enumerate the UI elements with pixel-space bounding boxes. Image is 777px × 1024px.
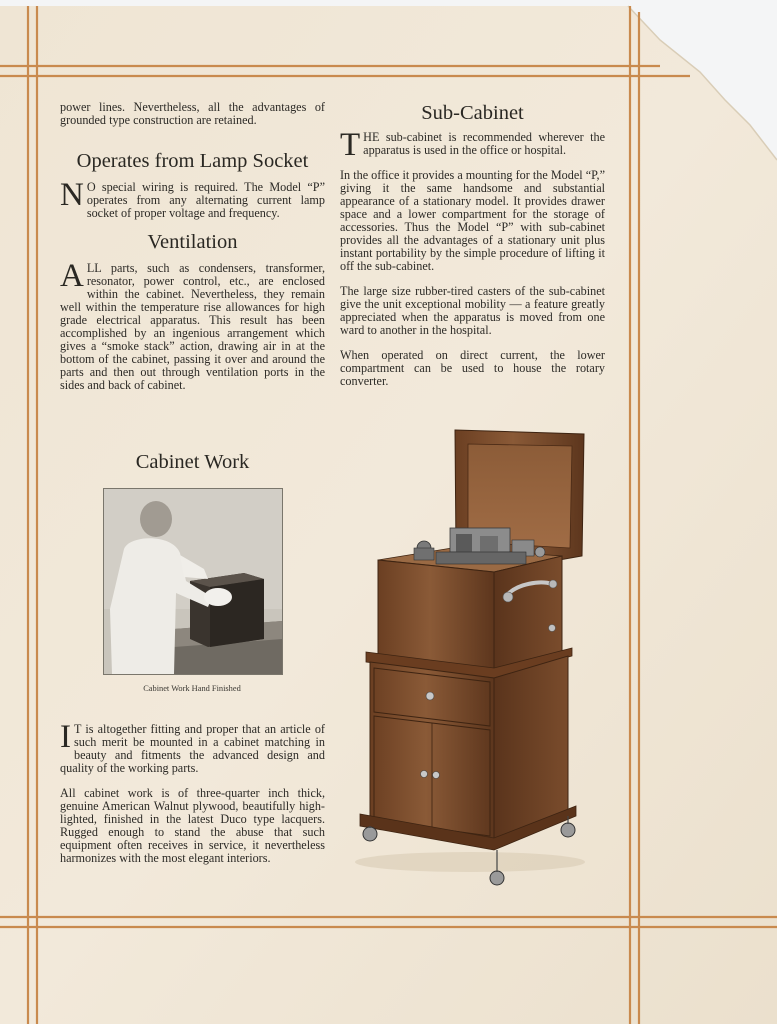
lamp-socket-heading: Operates from Lamp Socket bbox=[76, 150, 309, 172]
cabinet-work-heading-block bbox=[60, 450, 325, 474]
dropcap-t: T bbox=[340, 127, 361, 163]
sub-cabinet-paragraph-4: When operated on direct current, the lower compartment can be used to house the rotary converter. bbox=[340, 348, 605, 388]
sub-cabinet-paragraph-3: The large size rubber-tired casters of the sub-cabinet give the unit exceptional mobility — a feature greatly appreciated when the apparatus is moved from one ward to another in the hospital. bbox=[340, 284, 605, 337]
sub-cabinet-heading: Sub-Cabinet bbox=[421, 102, 524, 124]
cabinet-work-body-1: T is altogether fitting and proper that an article of such merit be mounted in a cabinet matching in beauty and fitments the advanced design and quality of the working parts. bbox=[60, 722, 325, 775]
dropcap-a: A bbox=[60, 258, 84, 294]
dropcap-i: I bbox=[60, 719, 71, 755]
cabinet-work-text bbox=[60, 719, 325, 877]
dropcap-n: N bbox=[60, 177, 84, 213]
sub-cabinet-paragraph-2: In the office it provides a mounting for the Model “P,” giving it the same handsome and substantial appearance of a stationary model. It provides drawer space and a lower compartment for the storage of accessories. Thus the Model “P” with sub-cabinet provides all the advantages of a stationary unit plus instant portability by the simple procedure of lifting it off the sub-cabinet. bbox=[340, 168, 605, 273]
cabinet-work-paragraph-1 bbox=[60, 719, 325, 775]
intro-paragraph: power lines. Nevertheless, all the advantages of grounded type construction are retained. bbox=[60, 100, 325, 127]
photo-caption: Cabinet Work Hand Finished bbox=[143, 684, 241, 693]
lamp-socket-paragraph bbox=[60, 177, 325, 220]
sub-cabinet-paragraph-1 bbox=[340, 127, 605, 163]
cabinet-work-paragraph-2: All cabinet work is of three-quarter inch thick, genuine American Walnut plywood, beautifully high-lighted, finished in the latest Duco type lacquers. Rugged enough to stand the abuse that such equipment often receives in service, it nevertheless harmonizes with the most elegant interiors. bbox=[60, 786, 325, 865]
ventilation-heading: Ventilation bbox=[147, 231, 238, 253]
ventilation-body: LL parts, such as condensers, transformer, resonator, power control, etc., are enclosed within the cabinet. Nevertheless, they remain well within the temperature rise allowances for high grade electrical apparatus. This result has been accomplished by an ingenious arrangement which gives a “smoke stack” action, drawing air in at the bottom of the cabinet, passing it over and around the parts and then out through ventilation ports in the sides and back of cabinet. bbox=[60, 261, 325, 392]
cabinet-work-photo bbox=[103, 488, 283, 675]
ventilation-paragraph bbox=[60, 258, 325, 392]
craftsman-image bbox=[104, 489, 282, 674]
sub-cabinet-body-1: HE sub-cabinet is recommended wherever the apparatus is used in the office or hospital. bbox=[363, 130, 605, 157]
cabinet-work-heading: Cabinet Work bbox=[135, 451, 250, 473]
left-column bbox=[60, 101, 325, 404]
right-column bbox=[340, 101, 605, 400]
lamp-socket-body: O special wiring is required. The Model “P” operates from any alternating current lamp socket of proper voltage and frequency. bbox=[86, 180, 325, 220]
